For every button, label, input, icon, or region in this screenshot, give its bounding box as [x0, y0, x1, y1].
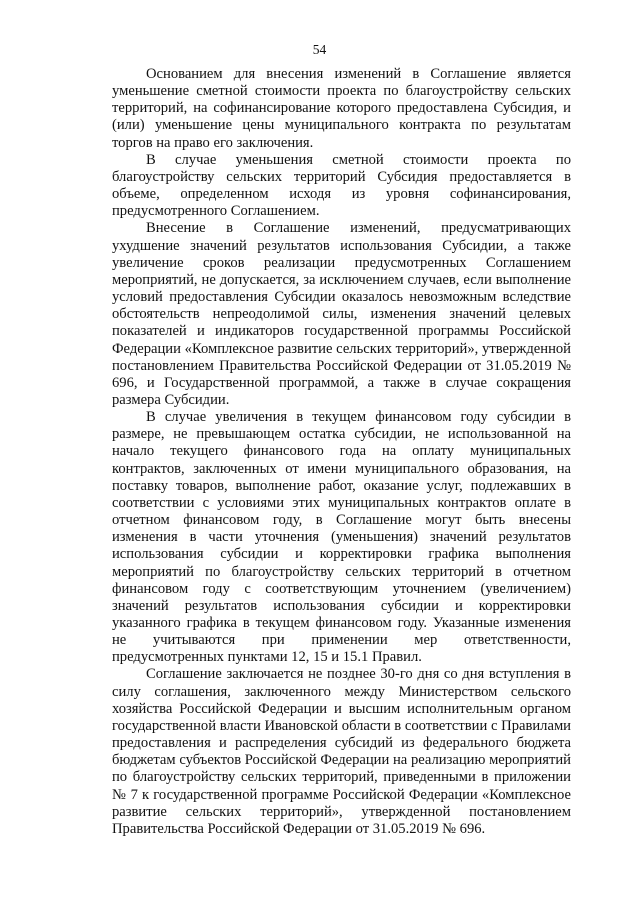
- paragraph-subsidy-increase: В случае увеличения в текущем финансовом году субсидии в размере, не превышающем остатка субсидии, не использованной на начало текущего финансового года на оплату муниципальных контрактов, заключенных от имени муниципального образования, на поставку товаров, выполнение работ, оказание услуг, подлежавших в соответствии с условиями этих муниципальных контрактов оплате в отчетном финансовом году, в Соглашение могут быть внесены изменения в части уточнения (уменьшения) значений результатов использования субсидии и корректировки графика выполнения мероприятий по благоустройству сельских территорий в отчетном финансовом году с соответствующим уточнением (увеличением) значений результатов использования субсидии и корректировки указанного графика в текущем финансовом году. Указанные изменения не учитываются при применении мер ответственности, предусмотренных пунктами 12, 15 и 15.1 Правил.: [112, 409, 571, 666]
- document-body: [112, 66, 571, 838]
- page-number: 54: [312, 42, 327, 57]
- paragraph-worsening-changes: Внесение в Соглашение изменений, предусматривающих ухудшение значений результатов использования Субсидии, а также увеличение сроков реализации предусмотренных Соглашением мероприятий, не допускается, за исключением случаев, если выполнение условий предоставления Субсидии оказалось невозможным вследствие обстоятельств непреодолимой силы, изменения значений целевых показателей и индикаторов государственной программы Российской Федерации «Комплексное развитие сельских территорий», утвержденной постановлением Правительства Российской Федерации от 31.05.2019 № 696, и Государственной программой, а также в случае сокращения размера Субсидии.: [112, 220, 571, 408]
- paragraph-cost-reduction: В случае уменьшения сметной стоимости проекта по благоустройству сельских территорий Субсидия предоставляется в объеме, определенном исходя из уровня софинансирования, предусмотренного Соглашением.: [112, 151, 571, 220]
- paragraph-agreement-conclusion: Соглашение заключается не позднее 30-го дня со дня вступления в силу соглашения, заключенного между Министерством сельского хозяйства Российской Федерации и высшим исполнительным органом государственной власти Ивановской области в соответствии с Правилами предоставления и распределения субсидий из федерального бюджета бюджетам субъектов Российской Федерации на реализацию мероприятий по благоустройству сельских территорий, приведенными в приложении № 7 к государственной программе Российской Федерации «Комплексное развитие сельских территорий», утвержденной постановлением Правительства Российской Федерации от 31.05.2019 № 696.: [112, 666, 571, 837]
- paragraph-basis-for-changes: Основанием для внесения изменений в Соглашение является уменьшение сметной стоимости проекта по благоустройству сельских территорий, на софинансирование которого предоставлена Субсидия, и (или) уменьшение цены муниципального контракта по результатам торгов на право его заключения.: [112, 66, 571, 151]
